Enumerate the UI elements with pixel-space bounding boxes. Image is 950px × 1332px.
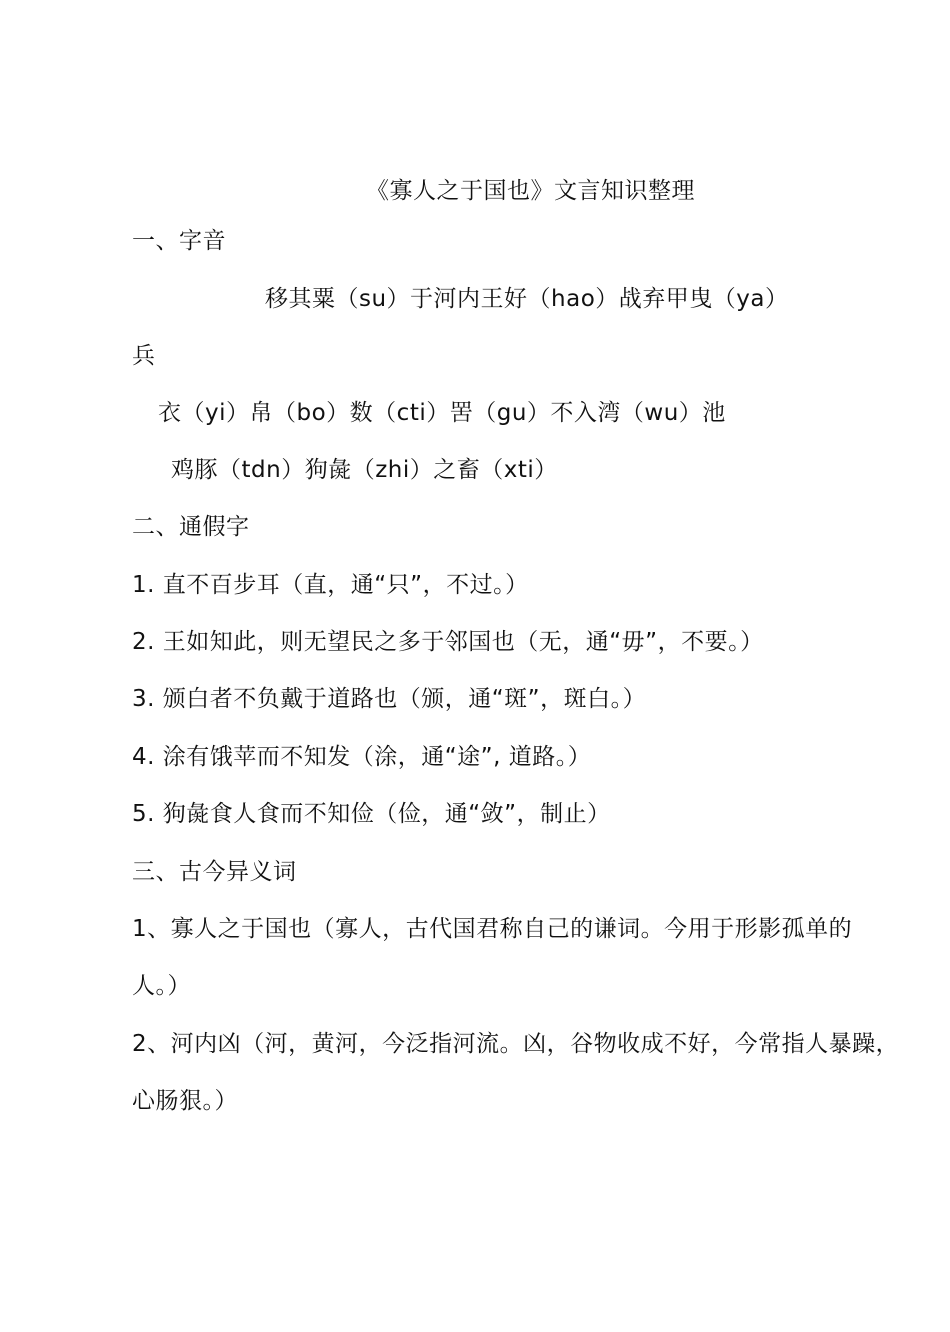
loan-character-item-5: 5. 狗彘食人食而不知俭（俭，通“敛”，制止） [132, 801, 611, 827]
pronunciation-line-3: 衣（yi）帛（bo）数（cti）罟（gu）不入湾（wu）池 [158, 400, 726, 426]
ancient-modern-item-1-line-2: 人。） [132, 973, 191, 999]
pronunciation-line-1: 移其粟（su）于河内王好（hao）战弃甲曳（ya） [265, 286, 789, 312]
ancient-modern-item-1-line-1: 1、寡人之于国也（寡人，古代国君称自己的谦词。今用于形影孤单的 [132, 916, 853, 942]
ancient-modern-item-2-line-2: 心肠狠。） [132, 1088, 238, 1114]
loan-character-item-3: 3. 颁白者不负戴于道路也（颁，通“斑”，斑白。） [132, 686, 647, 712]
ancient-modern-item-2-line-1: 2、河内凶（河，黄河，今泛指河流。凶，谷物收成不好，今常指人暴躁， [132, 1031, 900, 1057]
loan-character-item-4: 4. 涂有饿苹而不知发（涂，通“途”, 道路。） [132, 744, 592, 770]
document-title: 《寡人之于国也》文言知识整理 [366, 178, 695, 204]
pronunciation-line-4: 鸡豚（tdn）狗彘（zhi）之畜（xti） [171, 457, 558, 483]
loan-character-item-2: 2. 王如知此，则无望民之多于邻国也（无，通“毋”，不要。） [132, 629, 764, 655]
pronunciation-line-2: 兵 [132, 343, 156, 369]
loan-character-item-1: 1. 直不百步耳（直，通“只”，不过。） [132, 572, 529, 598]
section-heading-ancient-modern-words: 三、古今异义词 [132, 859, 297, 885]
section-heading-pronunciation: 一、字音 [132, 228, 226, 254]
section-heading-loan-characters: 二、通假字 [132, 514, 250, 540]
